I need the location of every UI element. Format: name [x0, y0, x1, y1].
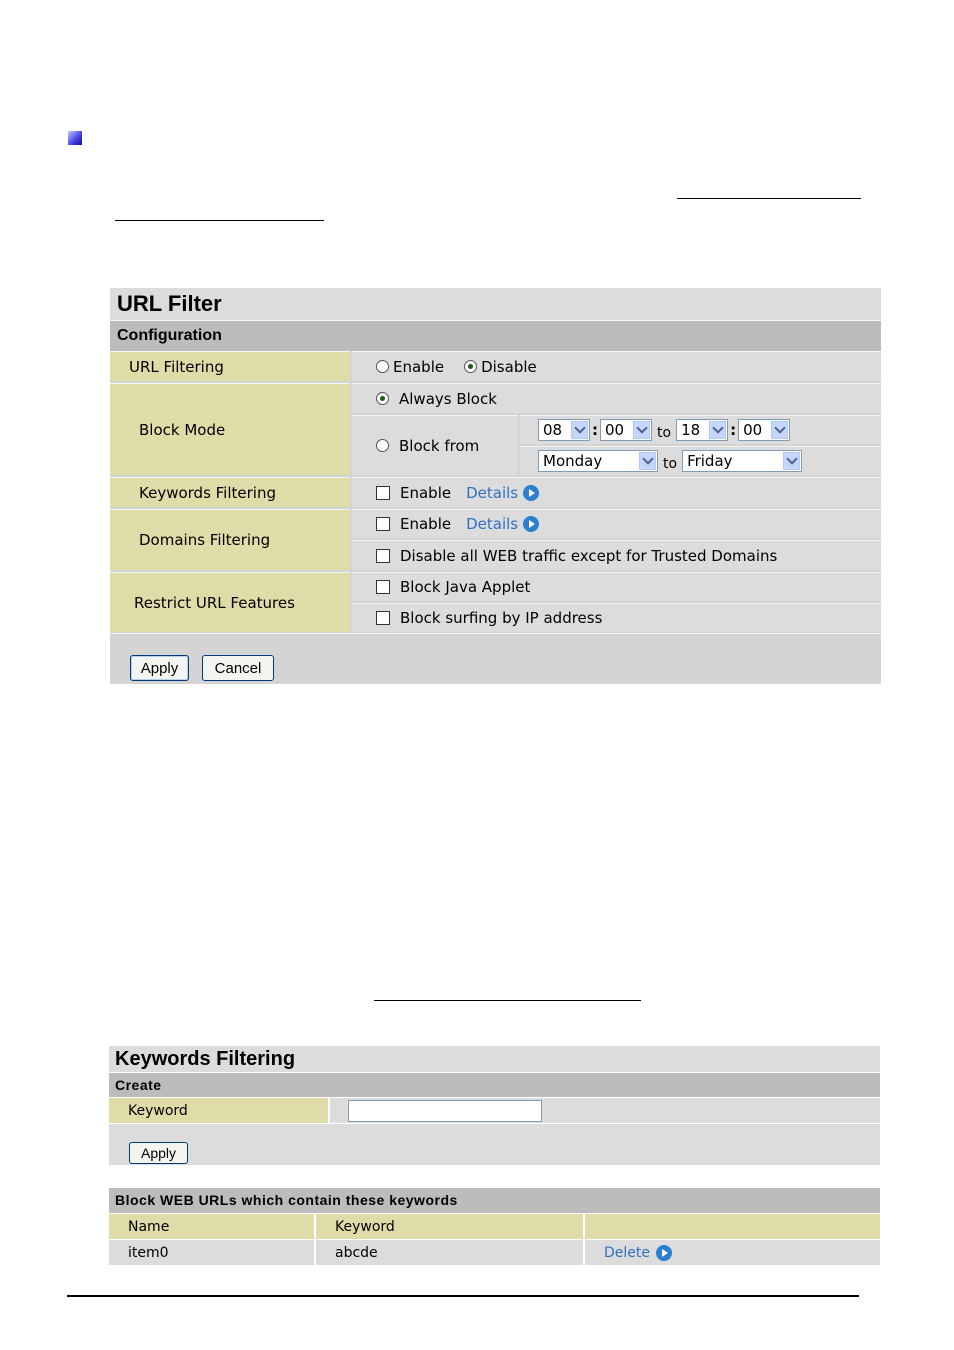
- column-name-text: Name: [128, 1218, 170, 1235]
- domains-enable-label: Enable: [400, 515, 452, 533]
- from-minute-select[interactable]: [600, 419, 652, 441]
- to-day-value: Friday: [687, 452, 733, 470]
- url-filtering-label-text: URL Filtering: [129, 357, 224, 376]
- restrict-url-label-text: Restrict URL Features: [134, 593, 295, 612]
- to-hour-select[interactable]: [676, 419, 728, 441]
- always-block-radio[interactable]: [376, 392, 389, 405]
- from-day-select[interactable]: [538, 450, 658, 472]
- java-applet-label: Block Java Applet: [400, 578, 531, 596]
- time-colon: :: [730, 421, 737, 439]
- domains-filtering-label: [110, 509, 350, 570]
- column-action: [585, 1214, 880, 1239]
- column-keyword-text: Keyword: [335, 1218, 395, 1235]
- column-name: [109, 1214, 314, 1239]
- configuration-header: Configuration: [110, 321, 881, 351]
- chevron-down-icon: [771, 421, 788, 439]
- to-label: to: [663, 456, 678, 472]
- url-filtering-label: [110, 351, 350, 381]
- chevron-down-icon: [633, 421, 650, 439]
- keyword-label-text: Keyword: [128, 1102, 188, 1119]
- java-applet-row: [352, 572, 881, 601]
- table-row: [316, 1240, 583, 1265]
- block-mode-label-text: Block Mode: [139, 420, 226, 439]
- footer-rule: [67, 1295, 859, 1297]
- to-day-select[interactable]: [682, 450, 802, 472]
- section-bullet-icon: [68, 131, 82, 145]
- from-day-value: Monday: [543, 452, 603, 470]
- chevron-down-icon: [571, 421, 588, 439]
- url-filtering-options: [352, 351, 881, 381]
- keywords-filtering-label: [110, 477, 350, 507]
- link-underline: [374, 1000, 641, 1001]
- apply-button[interactable]: Apply: [130, 655, 189, 681]
- restrict-url-label: [110, 572, 350, 632]
- from-minute-value: 00: [605, 421, 625, 439]
- link-underline: [677, 198, 861, 199]
- to-minute-select[interactable]: [738, 419, 790, 441]
- java-applet-checkbox[interactable]: [376, 580, 390, 594]
- block-from-radio[interactable]: [376, 439, 389, 452]
- block-time-row: [520, 415, 881, 444]
- table-row: [585, 1240, 880, 1265]
- trusted-domains-label: Disable all WEB traffic except for Trusted Domains: [400, 546, 778, 565]
- url-filtering-enable-radio[interactable]: [376, 360, 389, 373]
- to-minute-value: 00: [743, 421, 763, 439]
- table-row: [109, 1240, 314, 1265]
- keyword-label: [109, 1098, 328, 1123]
- keywords-enable-label: Enable: [400, 483, 452, 502]
- keywords-list-header: Block WEB URLs which contain these keywords: [109, 1188, 880, 1213]
- keyword-input[interactable]: [348, 1100, 542, 1122]
- to-label: to: [657, 425, 672, 441]
- block-from-row: [352, 415, 518, 475]
- from-hour-select[interactable]: [538, 419, 590, 441]
- block-mode-label: [110, 383, 350, 475]
- keywords-enable-checkbox[interactable]: [376, 486, 390, 500]
- enable-label: Enable: [393, 357, 445, 376]
- always-block-label: Always Block: [399, 389, 497, 408]
- ip-address-row: [352, 603, 881, 632]
- chevron-down-icon: [709, 421, 726, 439]
- keywords-filtering-row: [352, 477, 881, 507]
- arrow-right-circle-icon[interactable]: [523, 485, 539, 501]
- keywords-actions: [109, 1124, 880, 1165]
- url-filtering-disable-radio[interactable]: [464, 360, 477, 373]
- keyword-input-cell: [330, 1098, 880, 1123]
- link-underline: [115, 220, 324, 221]
- row-name: item0: [128, 1244, 169, 1261]
- url-filter-title: URL Filter: [110, 288, 881, 321]
- create-header: Create: [109, 1073, 880, 1097]
- to-hour-value: 18: [681, 421, 701, 439]
- domains-details-link[interactable]: Details: [466, 515, 519, 533]
- from-hour-value: 08: [543, 421, 563, 439]
- domains-filtering-label-text: Domains Filtering: [139, 531, 271, 549]
- row-keyword: abcde: [335, 1244, 378, 1261]
- cancel-button[interactable]: Cancel: [202, 655, 274, 681]
- ip-address-label: Block surfing by IP address: [400, 609, 603, 627]
- arrow-right-circle-icon[interactable]: [656, 1245, 672, 1261]
- block-from-label: Block from: [399, 436, 480, 455]
- keywords-details-link[interactable]: Details: [466, 483, 519, 502]
- chevron-down-icon: [783, 452, 800, 470]
- keywords-filtering-title: Keywords Filtering: [109, 1046, 880, 1072]
- trusted-domains-checkbox[interactable]: [376, 549, 390, 563]
- chevron-down-icon: [639, 452, 656, 470]
- url-filter-panel: [110, 288, 881, 683]
- ip-address-checkbox[interactable]: [376, 611, 390, 625]
- column-keyword: [316, 1214, 583, 1239]
- domains-enable-checkbox[interactable]: [376, 517, 390, 531]
- always-block-row: [352, 383, 881, 413]
- time-colon: :: [592, 421, 598, 439]
- keywords-filtering-label-text: Keywords Filtering: [139, 483, 276, 502]
- block-day-row: [520, 446, 881, 475]
- arrow-right-circle-icon[interactable]: [523, 516, 539, 532]
- trusted-domains-row: [352, 540, 881, 570]
- keywords-apply-button[interactable]: Apply: [129, 1142, 188, 1164]
- domains-filtering-row: [352, 509, 881, 538]
- delete-link[interactable]: Delete: [604, 1244, 650, 1261]
- disable-label: Disable: [481, 357, 537, 376]
